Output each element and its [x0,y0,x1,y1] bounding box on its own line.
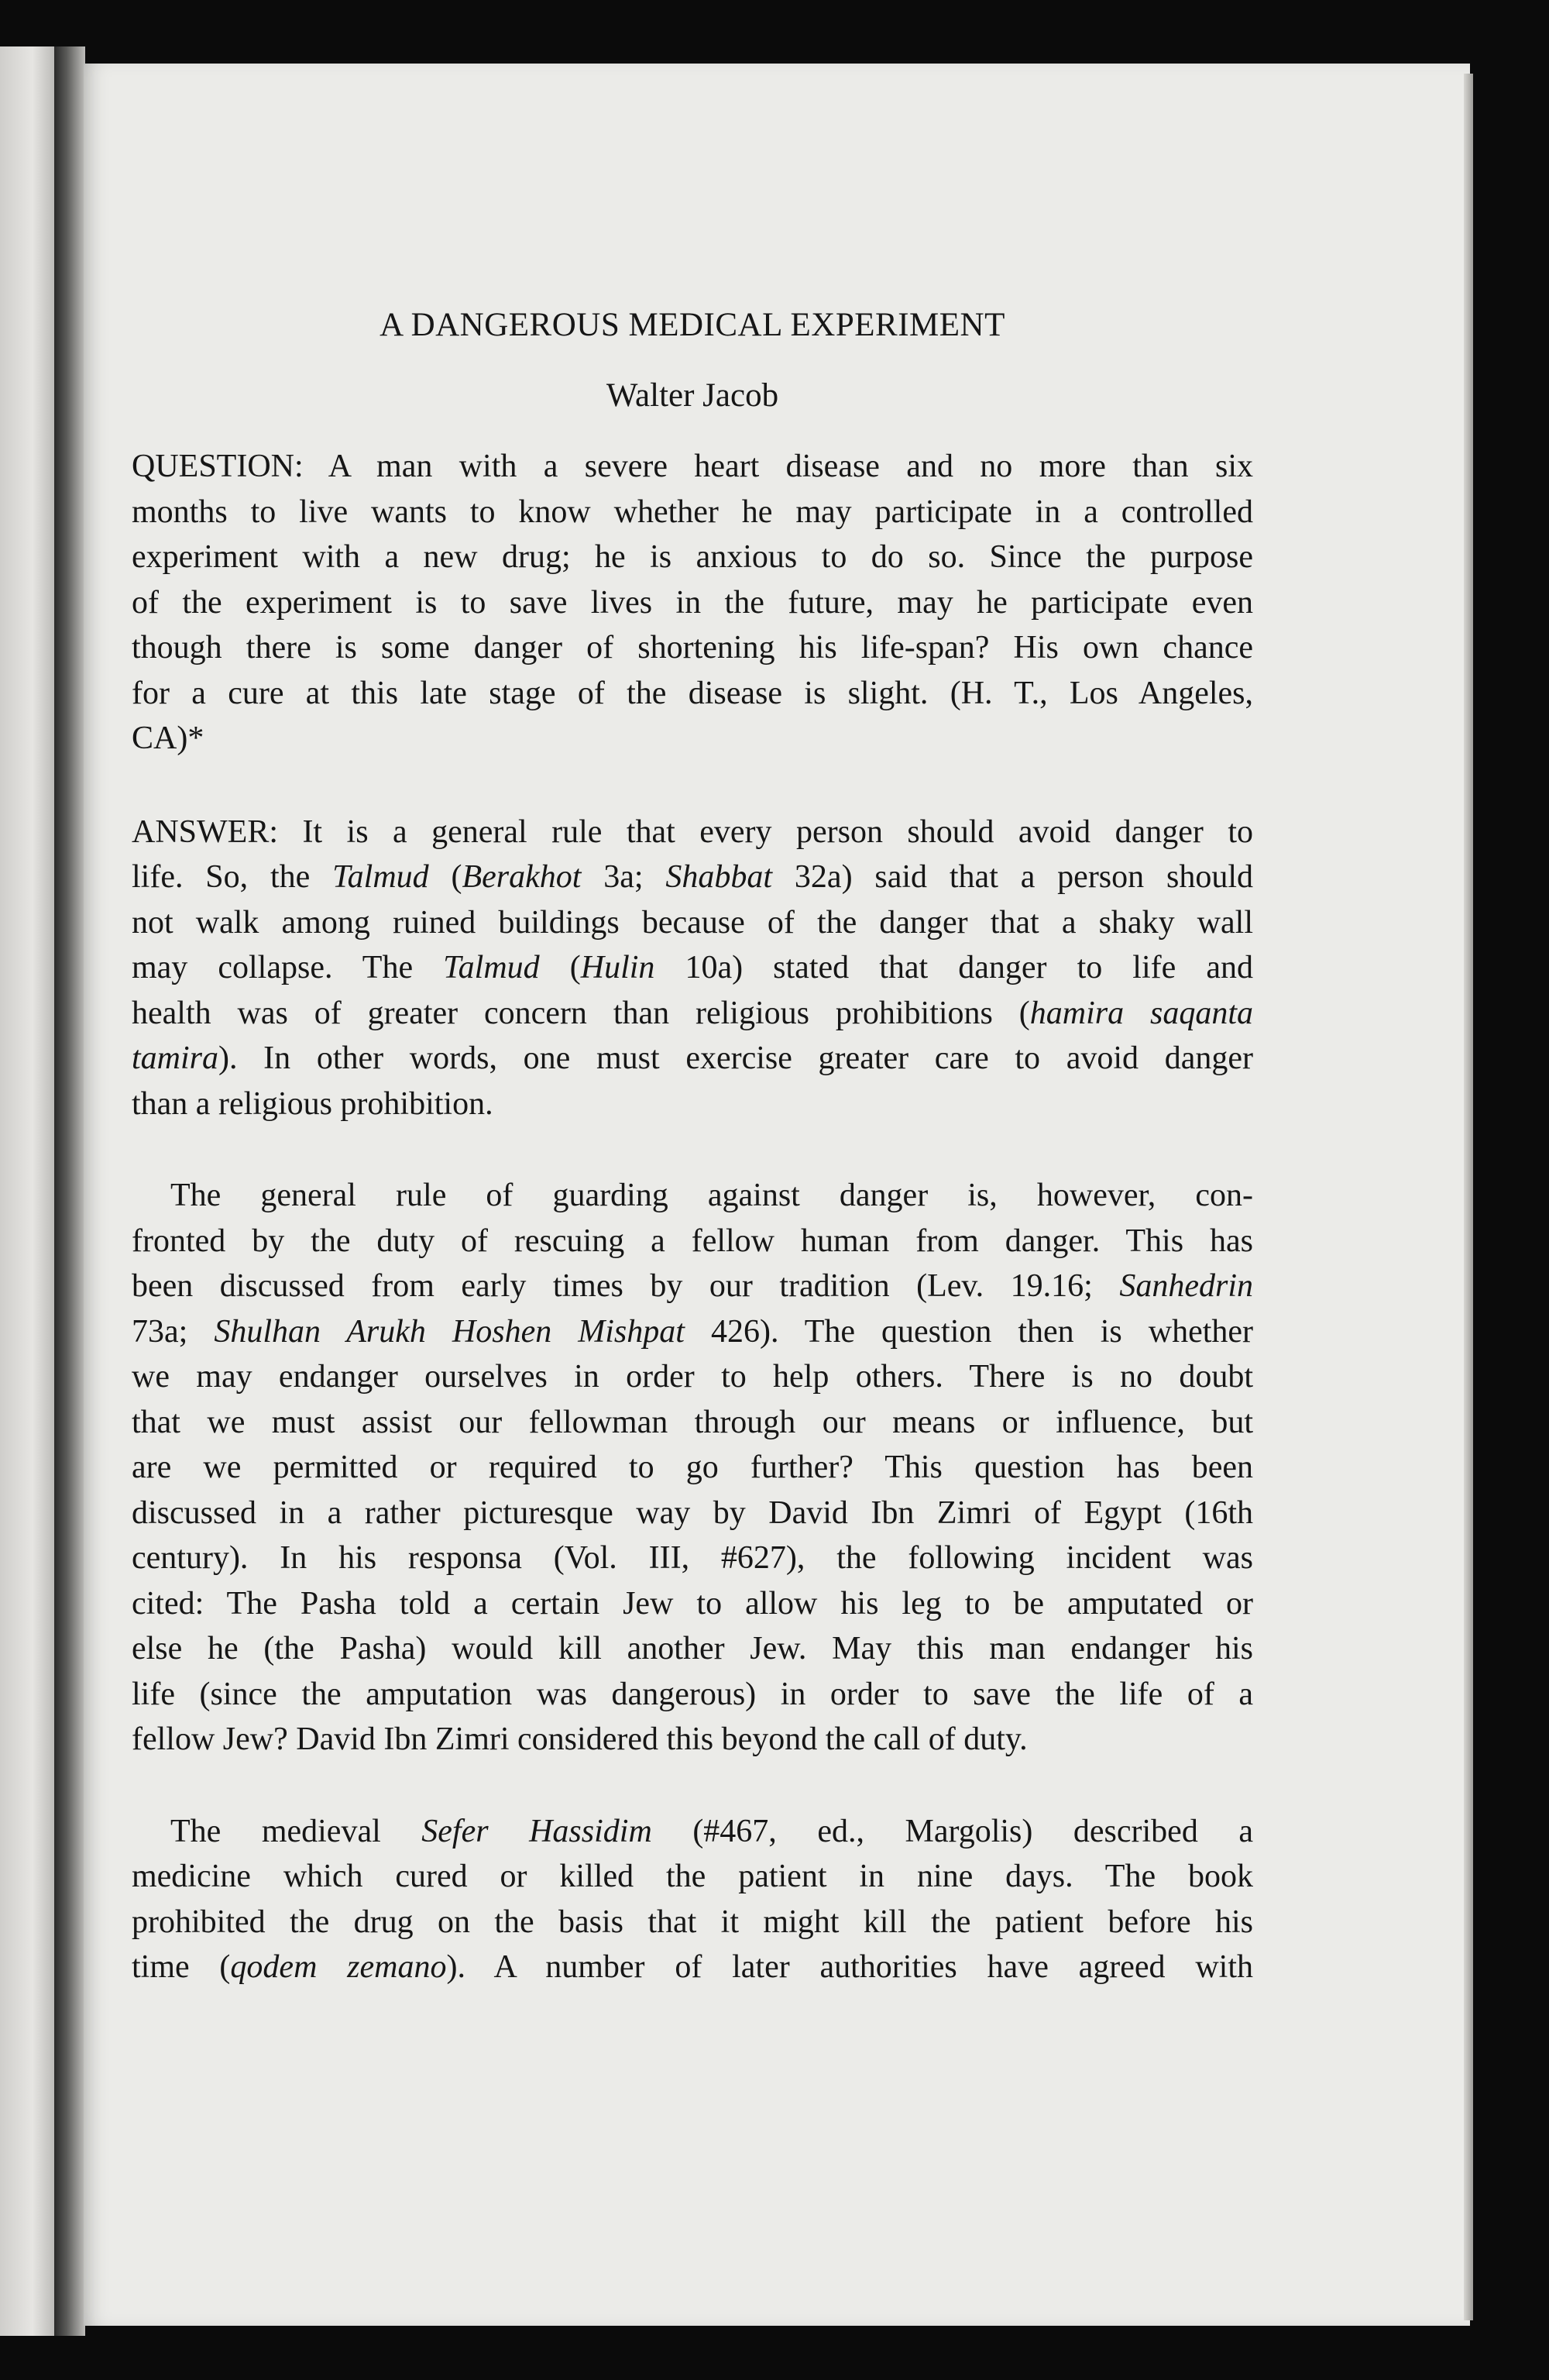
page-content [132,306,1253,1990]
article-author: Walter Jacob [606,377,779,414]
text-line: for a cure at this late stage of the disease is slight. (H. T., Los Angeles, [132,675,1253,711]
text-line: else he (the Pasha) would kill another Jew. May this man endanger his [132,1631,1253,1666]
text-line: prohibited the drug on the basis that it might kill the patient before his [132,1904,1253,1940]
text-line: 73a; Shulhan Arukh Hoshen Mishpat 426). The question then is whether [132,1313,1254,1350]
text-line: QUESTION: A man with a severe heart disease and no more than six [132,449,1253,484]
text-line: not walk among ruined buildings because of the danger that a shaky wall [132,904,1253,941]
text-line: that we must assist our fellowman through our means or influence, but [132,1404,1253,1440]
page-stack-edge [1464,74,1473,2320]
text-line: discussed in a rather picturesque way by David Ibn Zimri of Egypt (16th [132,1494,1253,1531]
text-line: months to live wants to know whether he may participate in a controlled [132,494,1253,530]
book-gutter [54,46,85,2336]
text-line: of the experiment is to save lives in the future, may he participate even [132,584,1253,621]
text-line: century). In his responsa (Vol. III, #627), the following incident was [132,1540,1253,1576]
text-line: life. So, the Talmud (Berakhot 3a; Shabbat 32a) said that a person should [132,859,1253,895]
text-line: may collapse. The Talmud (Hulin 10a) stated that danger to life and [132,950,1253,985]
answer-paragraph [132,810,1253,1127]
text-line: we may endanger ourselves in order to help others. There is no doubt [132,1359,1253,1395]
text-line: fronted by the duty of rescuing a fellow human from danger. This has [132,1223,1253,1259]
text-line: health was of greater concern than religious prohibitions (hamira saqanta [132,995,1254,1031]
text-line: CA)* [132,721,204,756]
text-line: are we permitted or required to go further? This question has been [132,1450,1253,1485]
text-line: though there is some danger of shortening his life-span? His own chance [132,630,1253,666]
text-line: tamira). In other words, one must exercise greater care to avoid danger [132,1040,1253,1076]
text-line: fellow Jew? David Ibn Zimri considered this beyond the call of duty. [132,1721,1028,1757]
text-line: The medieval Sefer Hassidim (#467, ed., Margolis) described a [170,1813,1253,1849]
text-line: life (since the amputation was dangerous) in order to save the life of a [132,1676,1253,1712]
text-line: The general rule of guarding against danger is, however, con- [170,1178,1253,1213]
text-line: cited: The Pasha told a certain Jew to allow his leg to be amputated or [132,1585,1253,1622]
text-line: medicine which cured or killed the patient in nine days. The book [132,1859,1253,1894]
question-paragraph [132,444,1253,762]
text-line: ANSWER: It is a general rule that every person should avoid danger to [132,813,1253,850]
text-line: than a religious prohibition. [132,1085,493,1122]
rescue-duty-paragraph [132,1173,1253,1763]
text-line: experiment with a new drug; he is anxious to do so. Since the purpose [132,539,1253,575]
article-title: A DANGEROUS MEDICAL EXPERIMENT [380,307,1005,343]
facing-page-edge [0,46,54,2336]
text-line: been discussed from early times by our tradition (Lev. 19.16; Sanhedrin [132,1268,1253,1304]
sefer-hassidim-paragraph [132,1809,1253,1990]
text-line: time (qodem zemano). A number of later authorities have agreed with [132,1949,1253,1985]
